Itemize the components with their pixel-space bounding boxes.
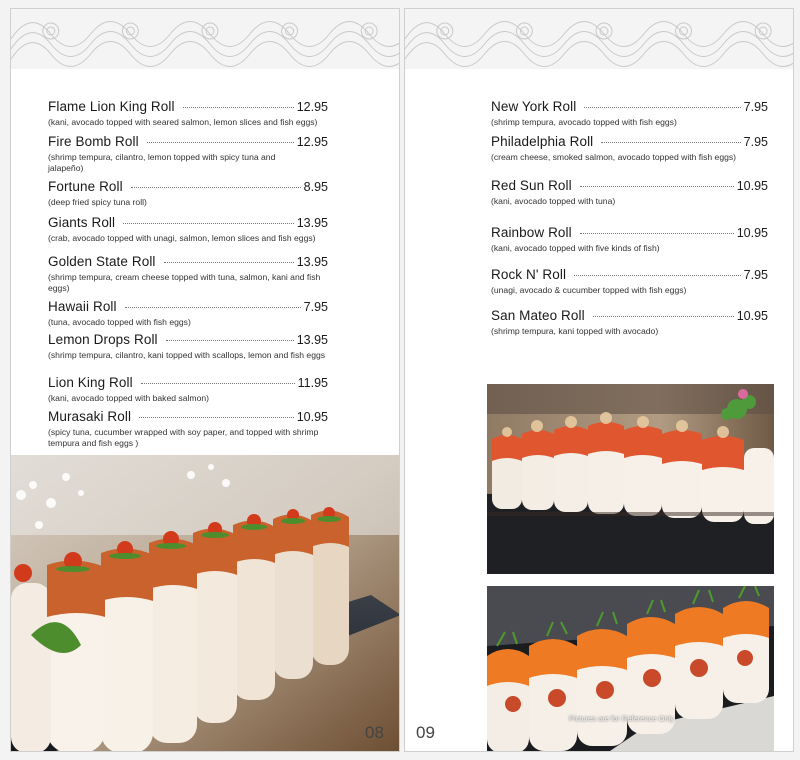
item-name: Rainbow Roll [491, 225, 572, 240]
menu-page-right [404, 8, 794, 752]
menu-item [491, 134, 768, 163]
item-price: 13.95 [296, 333, 328, 347]
menu-item [48, 332, 328, 361]
item-description: (shrimp tempura, cream cheese topped with tuna, salmon, kani and fish eggs) [48, 272, 321, 293]
item-price: 7.95 [743, 100, 768, 114]
item-price: 7.95 [303, 300, 328, 314]
item-price: 10.95 [296, 410, 328, 424]
wave-pattern-decoration [11, 9, 399, 69]
menu-item [48, 409, 328, 449]
item-description: (unagi, avocado & cucumber topped with fish eggs) [491, 285, 687, 295]
item-name: Giants Roll [48, 215, 116, 230]
item-price: 10.95 [736, 179, 768, 193]
item-price: 12.95 [296, 100, 328, 114]
item-price: 10.95 [736, 226, 768, 240]
item-price: 13.95 [296, 216, 328, 230]
item-price: 7.95 [743, 135, 768, 149]
item-description: (kani, avocado topped with five kinds of fish) [491, 243, 660, 253]
item-name: Philadelphia Roll [491, 134, 594, 149]
menu-item [48, 99, 328, 128]
item-price: 7.95 [743, 268, 768, 282]
item-description: (deep fried spicy tuna roll) [48, 197, 147, 207]
sushi-roll-image [11, 455, 400, 752]
menu-item [491, 178, 768, 207]
item-name: Rock N' Roll [491, 267, 567, 282]
menu-item [491, 308, 768, 337]
menu-item [48, 215, 328, 244]
item-name: Lemon Drops Roll [48, 332, 158, 347]
sushi-roll-image [487, 384, 774, 574]
item-price: 8.95 [303, 180, 328, 194]
item-description: (shrimp tempura, avocado topped with fish eggs) [491, 117, 677, 127]
item-description: (cream cheese, smoked salmon, avocado topped with fish eggs) [491, 152, 737, 162]
menu-item [48, 375, 328, 404]
menu-item [48, 179, 328, 208]
menu-item [48, 134, 328, 174]
item-name: Golden State Roll [48, 254, 156, 269]
item-description: (kani, avocado topped with baked salmon) [48, 393, 209, 403]
sushi-roll-photo [487, 384, 774, 574]
item-name: Flame Lion King Roll [48, 99, 175, 114]
item-name: Red Sun Roll [491, 178, 572, 193]
item-price: 12.95 [296, 135, 328, 149]
item-name: Lion King Roll [48, 375, 133, 390]
page-number: 08 [365, 723, 384, 742]
item-description: (crab, avocado topped with unagi, salmon, lemon slices and fish eggs) [48, 233, 316, 243]
item-description: (kani, avocado topped with seared salmon, lemon slices and fish eggs) [48, 117, 318, 127]
item-name: Fortune Roll [48, 179, 123, 194]
sushi-roll-photo [487, 586, 774, 752]
page-number: 09 [416, 723, 435, 742]
item-name: New York Roll [491, 99, 577, 114]
item-price: 13.95 [296, 255, 328, 269]
item-description: (tuna, avocado topped with fish eggs) [48, 317, 191, 327]
item-description: (shrimp tempura, cilantro, kani topped with scallops, lemon and fish eggs [48, 350, 326, 360]
item-name: San Mateo Roll [491, 308, 585, 323]
item-price: 11.95 [297, 376, 328, 390]
sushi-roll-photo [11, 455, 400, 752]
menu-page-left [10, 8, 400, 752]
menu-item [491, 225, 768, 254]
menu-item [491, 99, 768, 128]
item-price: 10.95 [736, 309, 768, 323]
photo-disclaimer: Pictures are for Reference Only [569, 714, 675, 723]
sushi-roll-image [487, 586, 774, 752]
menu-item [48, 254, 328, 294]
item-name: Hawaii Roll [48, 299, 117, 314]
item-description: (shrimp tempura, kani topped with avocado) [491, 326, 659, 336]
item-name: Fire Bomb Roll [48, 134, 139, 149]
item-description: (kani, avocado topped with tuna) [491, 196, 616, 206]
menu-item [48, 299, 328, 328]
wave-pattern-decoration [405, 9, 793, 69]
item-description: (shrimp tempura, cilantro, lemon topped with spicy tuna and jalapeño) [48, 152, 276, 173]
item-name: Murasaki Roll [48, 409, 132, 424]
menu-item [491, 267, 768, 296]
item-description: (spicy tuna, cucumber wrapped with soy paper, and topped with shrimp tempura and fish eggs ) [48, 427, 319, 448]
